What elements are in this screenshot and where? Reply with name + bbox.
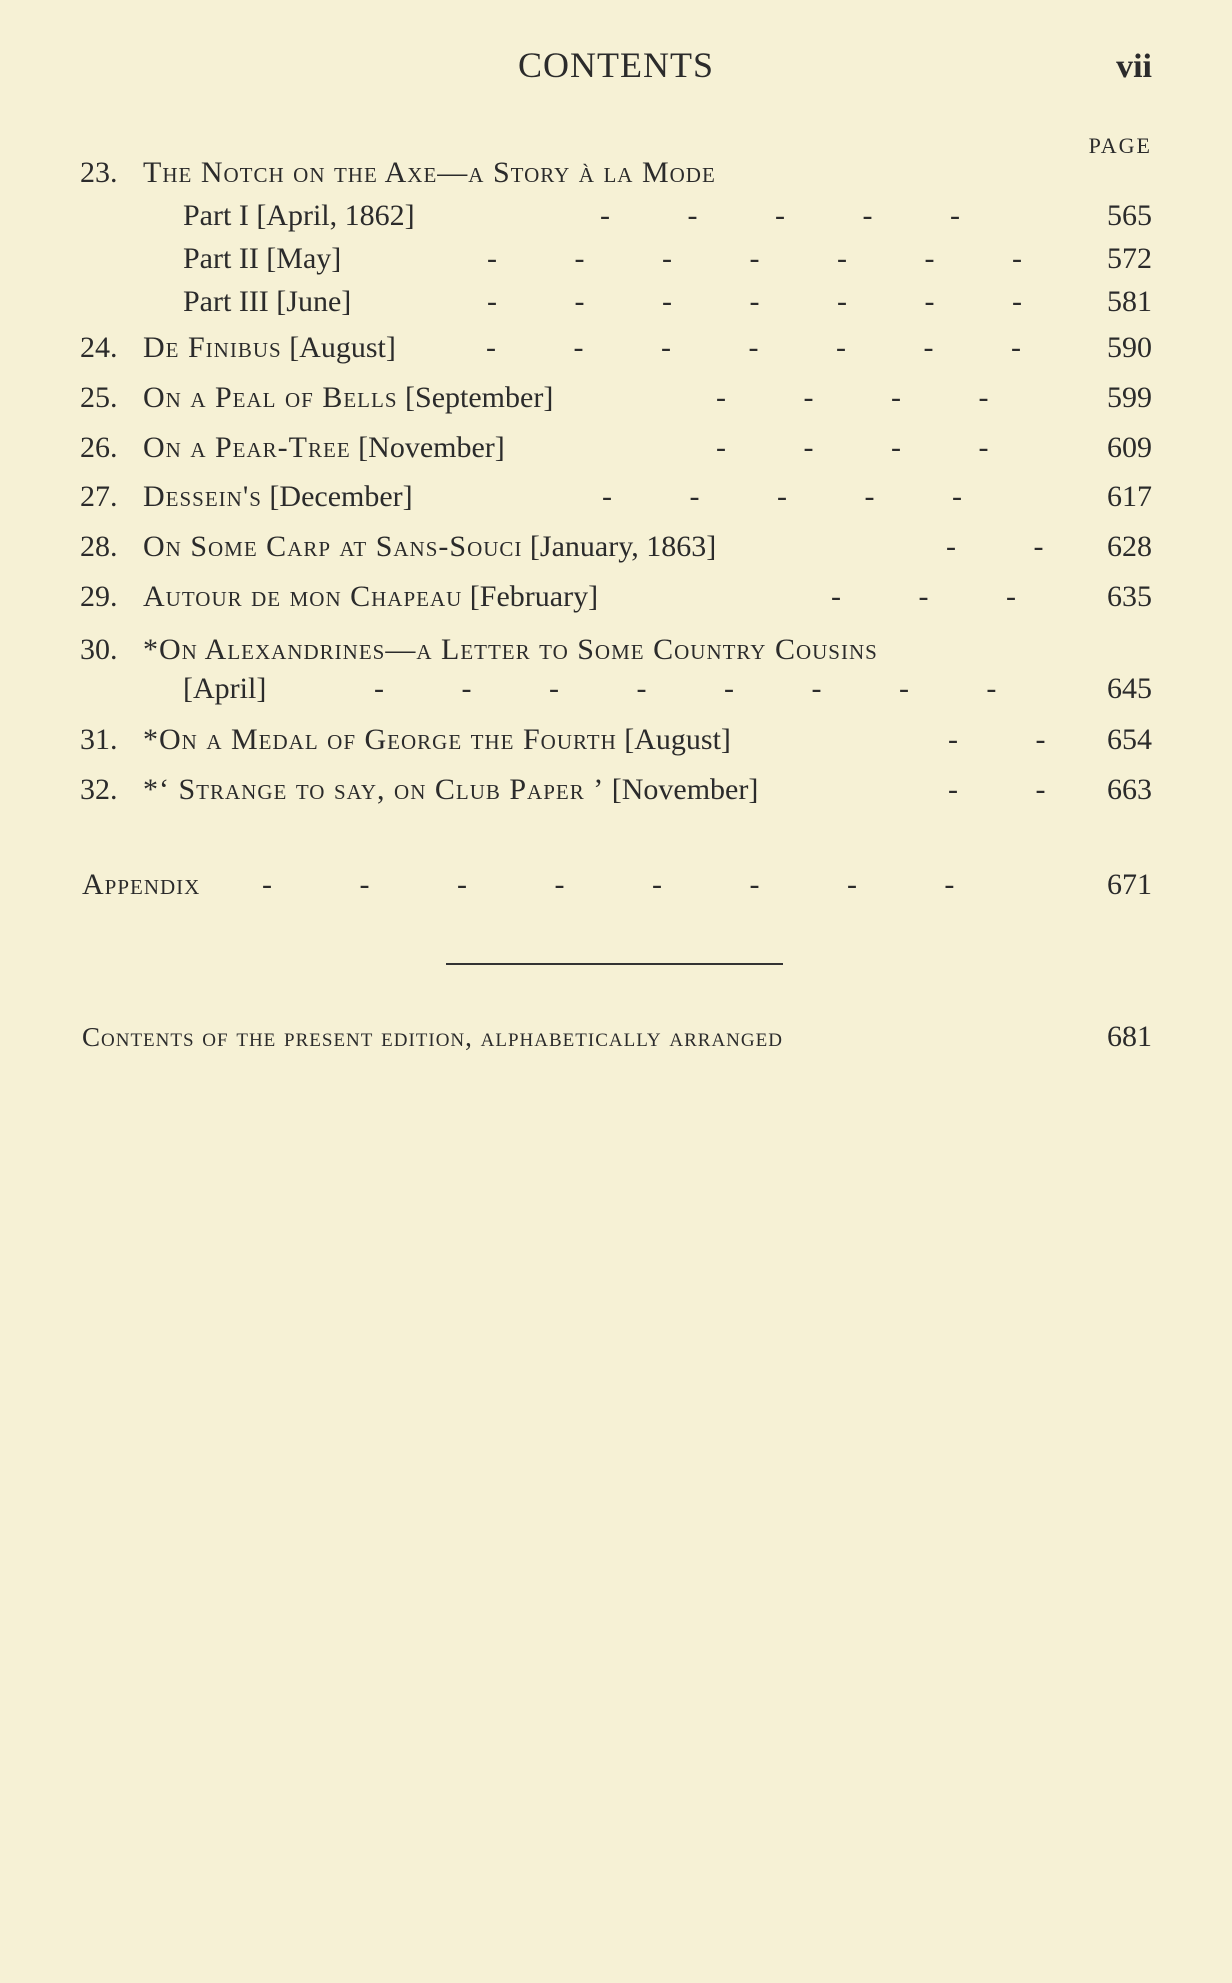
entry-title: [April] [183,672,267,705]
toc-entry [0,669,1232,709]
entry-number: 24. [80,331,118,364]
entry-title [143,328,396,368]
alphabetical-contents-entry [0,1017,1232,1057]
entry-date: [August] [289,331,396,364]
leader-dots: - - - - - [600,199,960,232]
toc-entry [0,328,1232,368]
leader-dots: - - - - - [602,480,962,513]
entry-title [143,577,598,617]
leader-dots: - - - - - - - - [262,868,955,901]
entry-date: [November] [611,773,759,806]
leader-dots: - - [948,723,1046,756]
entry-title [143,428,505,468]
entry-number: 23. [80,156,118,189]
leader-dots: - - - - - - - [486,331,1021,364]
entry-title-text: Autour de mon Chapeau [143,580,463,613]
leader-dots: - - - - [716,431,989,464]
entry-title [143,720,731,760]
entry-title: Part I [April, 1862] [183,199,415,232]
page-number: vii [1116,48,1152,85]
toc-entry [0,428,1232,468]
entry-page: 590 [1107,331,1152,364]
leader-dots: - - [948,773,1046,806]
running-head: CONTENTS [518,45,714,85]
toc-entry [0,239,1232,279]
entry-title-text: *‘ Strange to say, on Club Paper ’ [143,773,605,806]
entry-title-text: Dessein's [143,480,262,513]
toc-entry [0,153,1232,193]
entry-date: [January, 1863] [529,530,717,563]
entry-title-text: On a Peal of Bells [143,381,398,414]
entry-date: [February] [469,580,599,613]
entry-title [143,477,413,517]
entry-number: 32. [80,773,118,806]
appendix-page: 671 [1107,868,1152,901]
leader-dots: - - [946,530,1044,563]
entry-page: 581 [1107,285,1152,318]
entry-page: 609 [1107,431,1152,464]
appendix-title: Appendix [82,868,201,901]
entry-number: 31. [80,723,118,756]
leader-dots: - - - [831,580,1016,613]
toc-entry [0,527,1232,567]
toc-entry [0,196,1232,236]
entry-number: 30. [80,633,118,666]
entry-title-text: De Finibus [143,331,282,364]
appendix-entry [0,865,1232,905]
entry-number: 25. [80,381,118,414]
entry-title: *On Alexandrines—a Letter to Some Country Cousins [143,633,878,666]
entry-page: 599 [1107,381,1152,414]
leader-dots: - - - - - - - [487,242,1022,275]
entry-title-text: On a Pear-Tree [143,431,351,464]
entry-page: 635 [1107,580,1152,613]
entry-title [143,770,758,810]
leader-dots: - - - - [716,381,989,414]
entry-date: [August] [624,723,731,756]
entry-date: [November] [358,431,505,464]
alphabetical-page: 681 [1107,1020,1152,1053]
toc-entry [0,630,1232,670]
entry-number: 29. [80,580,118,613]
entry-date: [December] [269,480,413,513]
entry-page: 617 [1107,480,1152,513]
entry-number: 28. [80,530,118,563]
entry-title-text: *On a Medal of George the Fourth [143,723,617,756]
entry-title: Part II [May] [183,242,342,275]
entry-page: 663 [1107,773,1152,806]
toc-entry [0,770,1232,810]
entry-title-text: On Some Carp at Sans-Souci [143,530,523,563]
toc-entry [0,577,1232,617]
toc-entry [0,720,1232,760]
leader-dots: - - - - - - - - [374,672,997,705]
toc-entry [0,378,1232,418]
leader-dots: - - - - - - - [487,285,1022,318]
entry-title [143,527,716,567]
entry-title: Part III [June] [183,285,352,318]
alphabetical-title: Contents of the present edition, alphabetically arranged [82,1022,783,1052]
entry-page: 645 [1107,672,1152,705]
section-rule [446,963,783,965]
entry-title: The Notch on the Axe—a Story à la Mode [143,156,716,189]
entry-date: [September] [405,381,554,414]
entry-number: 26. [80,431,118,464]
entry-page: 654 [1107,723,1152,756]
entry-page: 572 [1107,242,1152,275]
entry-page: 565 [1107,199,1152,232]
entry-number: 27. [80,480,118,513]
page-column-label: PAGE [1088,133,1152,158]
toc-entry [0,477,1232,517]
entry-page: 628 [1107,530,1152,563]
toc-entry [0,282,1232,322]
entry-title [143,378,553,418]
